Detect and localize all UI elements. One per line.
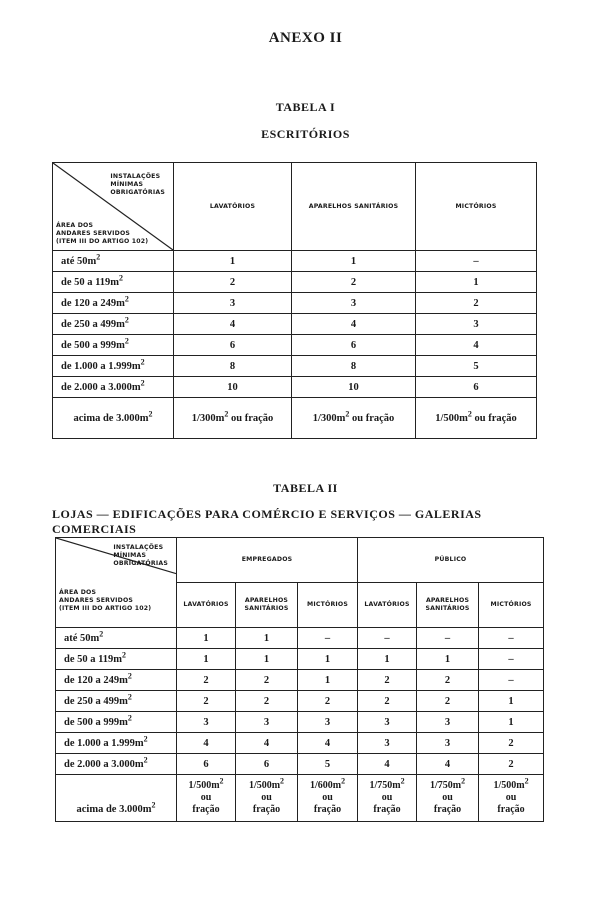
- table-row: [53, 293, 537, 314]
- cell-line: ou: [381, 792, 393, 803]
- superscript: 2: [219, 776, 224, 786]
- superscript: 2: [124, 294, 129, 303]
- cell-value: 2: [350, 276, 357, 288]
- cell-value: 1/600m: [309, 780, 342, 791]
- row-label-prefix: até: [64, 632, 78, 644]
- table-cell: –: [417, 628, 479, 649]
- cell-value: 1/750m: [429, 780, 462, 791]
- table-row: [53, 335, 537, 356]
- superscript: 2: [345, 409, 350, 418]
- column-header: LAVATÓRIOS: [174, 163, 292, 251]
- table-row: [56, 733, 544, 754]
- header-area-label: [59, 589, 151, 613]
- cell-value: 2: [473, 297, 479, 309]
- column-header-line: APARELHOS: [425, 597, 470, 604]
- table-cell: 3: [358, 733, 417, 754]
- row-label-prefix: de: [64, 653, 75, 665]
- table-cell: [292, 335, 416, 356]
- superscript: 2: [143, 734, 148, 743]
- row-label-text: de 2.000 a 3.000m: [61, 381, 141, 393]
- cell-value: 1/500m: [493, 780, 525, 791]
- table-cell: –: [479, 670, 544, 691]
- table1: [52, 162, 537, 439]
- row-label: [53, 377, 174, 398]
- cell-line: [236, 776, 297, 792]
- table-cell: [416, 314, 537, 335]
- header-installations-label: [113, 544, 168, 568]
- row-label-text: acima de 3.000m: [76, 804, 152, 815]
- row-label: [53, 335, 174, 356]
- table-cell: [174, 293, 292, 314]
- cell-value: 6: [473, 381, 479, 393]
- header-line: (ITEM III DO ARTIGO 102): [59, 605, 152, 612]
- table-cell: [358, 775, 417, 822]
- cell-line: [358, 776, 416, 792]
- cell-suffix: ou fração: [231, 412, 274, 424]
- superscript: 2: [151, 800, 156, 810]
- table-cell: 1: [236, 628, 298, 649]
- header-area-label: [56, 222, 148, 246]
- row-label: [53, 293, 174, 314]
- table-row: [53, 377, 537, 398]
- superscript: 2: [140, 378, 145, 387]
- table2: [55, 537, 544, 822]
- cell-value: 1/300m: [191, 412, 225, 424]
- table-cell: 4: [177, 733, 236, 754]
- row-label: [56, 733, 177, 754]
- cell-value: 3: [473, 318, 479, 330]
- column-header-line: APARELHOS: [244, 597, 289, 604]
- column-header: [298, 583, 358, 628]
- table-cell: 6: [177, 754, 236, 775]
- table-cell: [292, 251, 416, 272]
- superscript: 2: [524, 776, 529, 786]
- superscript: 2: [119, 273, 124, 282]
- header-line: ANDARES SERVIDOS: [59, 597, 134, 604]
- table-cell: 1: [479, 712, 544, 733]
- table-cell: 4: [417, 754, 479, 775]
- superscript: 2: [467, 409, 472, 418]
- cell-line: ou: [322, 792, 333, 803]
- row-label: [53, 272, 174, 293]
- row-label-text: 120 a 249m: [77, 674, 128, 686]
- cell-line: [298, 776, 357, 792]
- table-cell: –: [358, 628, 417, 649]
- group-header-employees: EMPREGADOS: [177, 538, 358, 583]
- table-cell: [292, 293, 416, 314]
- row-label: [56, 670, 177, 691]
- header-line: INSTALAÇÕES: [110, 173, 161, 180]
- table-cell: 4: [298, 733, 358, 754]
- superscript: 2: [124, 336, 129, 345]
- table-cell: [292, 314, 416, 335]
- cell-value: 1/300m: [312, 412, 346, 424]
- table1-header-row: [53, 163, 537, 251]
- cell-value: 3: [350, 297, 357, 309]
- cell-value: 4: [229, 318, 236, 330]
- header-line: OBRIGATÓRIAS: [113, 560, 168, 567]
- superscript: 2: [143, 755, 148, 764]
- superscript: 2: [127, 713, 132, 722]
- cell-line: fração: [373, 804, 401, 815]
- row-label-text: 500 a 999m: [77, 716, 128, 728]
- row-label-text: 1.000 a 1.999m: [77, 737, 144, 749]
- table-cell: 3: [358, 712, 417, 733]
- header-line: MÍNIMAS: [110, 181, 144, 188]
- cell-value: –: [473, 255, 479, 267]
- superscript: 2: [99, 629, 104, 638]
- table-cell: 4: [236, 733, 298, 754]
- column-header: [479, 583, 544, 628]
- superscript: 2: [140, 357, 145, 366]
- row-label: [53, 251, 174, 272]
- row-label-text: de 120 a 249m: [61, 297, 125, 309]
- group-header-public: PÚBLICO: [358, 538, 544, 583]
- table-row: [56, 670, 544, 691]
- table-cell: 2: [298, 691, 358, 712]
- row-label: [56, 775, 177, 822]
- cell-line: ou: [261, 792, 272, 803]
- cell-value: 6: [229, 339, 236, 351]
- table-row: [56, 649, 544, 670]
- table-cell: [417, 775, 479, 822]
- table-cell: 5: [298, 754, 358, 775]
- cell-value: 10: [227, 381, 238, 393]
- table-cell: [174, 251, 292, 272]
- superscript: 2: [280, 776, 285, 786]
- table-cell: 3: [417, 733, 479, 754]
- table-cell: [174, 314, 292, 335]
- column-header: APARELHOS SANITÁRIOS: [292, 163, 416, 251]
- table-cell: –: [479, 628, 544, 649]
- row-label-prefix: de: [64, 695, 75, 707]
- column-header: [358, 583, 417, 628]
- column-header-line: LAVATÓRIOS: [183, 601, 229, 608]
- cell-line: fração: [192, 804, 220, 815]
- table-row: [53, 314, 537, 335]
- table2-diagonal-header: [56, 538, 177, 628]
- column-header-line: MICTÓRIOS: [490, 601, 532, 608]
- column-header: MICTÓRIOS: [416, 163, 537, 251]
- table-cell: 2: [417, 691, 479, 712]
- cell-value: 6: [350, 339, 357, 351]
- cell-value: 4: [350, 318, 357, 330]
- table-cell: 3: [177, 712, 236, 733]
- cell-value: 1/500m: [248, 780, 281, 791]
- table-cell: [292, 356, 416, 377]
- table-row: [53, 272, 537, 293]
- table-cell: 2: [417, 670, 479, 691]
- column-header: [417, 583, 479, 628]
- row-label-text: de 1.000 a 1.999m: [61, 360, 141, 372]
- cell-suffix: ou fração: [474, 412, 517, 424]
- superscript: 2: [124, 315, 129, 324]
- table-cell: [177, 775, 236, 822]
- table-cell: 6: [236, 754, 298, 775]
- row-label-prefix: de: [64, 674, 75, 686]
- superscript: 2: [148, 409, 153, 418]
- superscript: 2: [341, 776, 346, 786]
- superscript: 2: [127, 671, 132, 680]
- header-line: ÁREA DOS: [59, 589, 97, 596]
- row-label: [56, 649, 177, 670]
- row-label-prefix: de: [64, 737, 75, 749]
- row-label: [56, 712, 177, 733]
- row-label-text: de 500 a 999m: [61, 339, 125, 351]
- table-cell: 1: [358, 649, 417, 670]
- superscript: 2: [127, 692, 132, 701]
- header-installations-label: [110, 173, 165, 197]
- header-line: ÁREA DOS: [56, 222, 94, 229]
- table2-subtitle: LOJAS — EDIFICAÇÕES PARA COMÉRCIO E SERVIÇOS — GALERIAS COMERCIAIS: [52, 507, 482, 536]
- cell-line: ou: [200, 792, 212, 803]
- row-label-prefix: de: [64, 716, 75, 728]
- table-cell: 2: [479, 754, 544, 775]
- column-header-line: SANITÁRIOS: [425, 605, 470, 612]
- table-cell: 2: [236, 691, 298, 712]
- cell-value: 1/500m: [188, 780, 220, 791]
- cell-value: 10: [348, 381, 359, 393]
- row-label: [53, 314, 174, 335]
- table-row: [53, 251, 537, 272]
- row-label-text: 2.000 a 3.000m: [77, 758, 144, 770]
- row-label-text: de 50 a 119m: [61, 276, 120, 288]
- table-cell: [292, 377, 416, 398]
- row-label-text: de 250 a 499m: [61, 318, 125, 330]
- cell-value: 4: [473, 339, 479, 351]
- row-label: [53, 398, 174, 439]
- cell-value: 5: [473, 360, 479, 372]
- table-cell: 1: [298, 649, 358, 670]
- row-label: [56, 628, 177, 649]
- row-label-text: 50m: [80, 632, 100, 644]
- table2-title: TABELA II: [273, 481, 338, 495]
- cell-suffix: ou fração: [352, 412, 395, 424]
- table-cell: 4: [358, 754, 417, 775]
- table-cell: [416, 377, 537, 398]
- cell-value: 1: [473, 276, 479, 288]
- row-label-text: 50 a 119m: [77, 653, 123, 665]
- table-cell: [416, 356, 537, 377]
- table-cell: [174, 272, 292, 293]
- cell-value: 8: [350, 360, 357, 372]
- row-label-prefix: de: [64, 758, 75, 770]
- table2-group-header-row: [56, 538, 544, 583]
- superscript: 2: [122, 650, 127, 659]
- row-label: [56, 691, 177, 712]
- table1-subtitle: ESCRITÓRIOS: [261, 127, 350, 141]
- cell-value: 8: [229, 360, 236, 372]
- table-row: [56, 775, 544, 822]
- column-header: [177, 583, 236, 628]
- table-cell: 2: [177, 691, 236, 712]
- cell-line: [417, 776, 478, 792]
- table-cell: [292, 398, 416, 439]
- table-cell: [292, 272, 416, 293]
- table-cell: [416, 398, 537, 439]
- table-cell: 3: [236, 712, 298, 733]
- cell-value: 3: [229, 297, 236, 309]
- table-row: [56, 754, 544, 775]
- header-line: (ITEM III DO ARTIGO 102): [56, 238, 149, 245]
- table-cell: 2: [358, 691, 417, 712]
- superscript: 2: [461, 776, 466, 786]
- table-cell: 1: [177, 649, 236, 670]
- cell-line: [479, 776, 543, 792]
- table-cell: [416, 293, 537, 314]
- table-row: [56, 628, 544, 649]
- cell-line: ou: [505, 792, 517, 803]
- table-cell: –: [298, 628, 358, 649]
- table-cell: 1: [479, 691, 544, 712]
- annex-title: ANEXO II: [268, 30, 343, 46]
- cell-line: fração: [497, 804, 525, 815]
- header-line: MÍNIMAS: [113, 552, 147, 559]
- cell-value: 1/500m: [435, 412, 468, 424]
- cell-value: 1/750m: [369, 780, 401, 791]
- cell-line: fração: [252, 804, 281, 815]
- table1-diagonal-header: [53, 163, 174, 251]
- table-cell: 3: [298, 712, 358, 733]
- header-line: ANDARES SERVIDOS: [56, 230, 131, 237]
- cell-value: 1: [350, 255, 357, 267]
- table-cell: 1: [298, 670, 358, 691]
- row-label-text: até 50m: [61, 255, 97, 267]
- header-line: INSTALAÇÕES: [113, 544, 164, 551]
- column-header-line: MICTÓRIOS: [306, 601, 349, 608]
- table-cell: [479, 775, 544, 822]
- table-cell: [416, 335, 537, 356]
- cell-line: ou: [442, 792, 453, 803]
- table-cell: 2: [236, 670, 298, 691]
- header-line: OBRIGATÓRIAS: [110, 189, 165, 196]
- superscript: 2: [96, 252, 101, 261]
- superscript: 2: [400, 776, 405, 786]
- cell-line: fração: [313, 804, 342, 815]
- column-header-line: LAVATÓRIOS: [364, 601, 410, 608]
- table-cell: [416, 272, 537, 293]
- table-row: [56, 712, 544, 733]
- cell-value: 1: [229, 255, 236, 267]
- row-label: [53, 356, 174, 377]
- table-cell: [174, 335, 292, 356]
- table-cell: 1: [236, 649, 298, 670]
- superscript: 2: [224, 409, 229, 418]
- table-cell: [174, 356, 292, 377]
- table-cell: [174, 398, 292, 439]
- table-cell: 2: [479, 733, 544, 754]
- table-cell: 1: [417, 649, 479, 670]
- table-cell: 3: [417, 712, 479, 733]
- table-row: [56, 691, 544, 712]
- column-header-line: SANITÁRIOS: [244, 605, 289, 612]
- table-cell: 2: [358, 670, 417, 691]
- cell-line: [177, 776, 235, 792]
- row-label: [56, 754, 177, 775]
- table-cell: 1: [177, 628, 236, 649]
- column-header: [236, 583, 298, 628]
- table-cell: [174, 377, 292, 398]
- table-cell: [416, 251, 537, 272]
- table-cell: –: [479, 649, 544, 670]
- cell-line: fração: [433, 804, 462, 815]
- table-row: [53, 356, 537, 377]
- cell-value: 2: [229, 276, 236, 288]
- row-label-text: acima de 3.000m: [73, 412, 149, 424]
- table-cell: [236, 775, 298, 822]
- table-row: [53, 398, 537, 439]
- table1-title: TABELA I: [275, 100, 336, 114]
- table-cell: 2: [177, 670, 236, 691]
- row-label-text: 250 a 499m: [77, 695, 128, 707]
- table-cell: [298, 775, 358, 822]
